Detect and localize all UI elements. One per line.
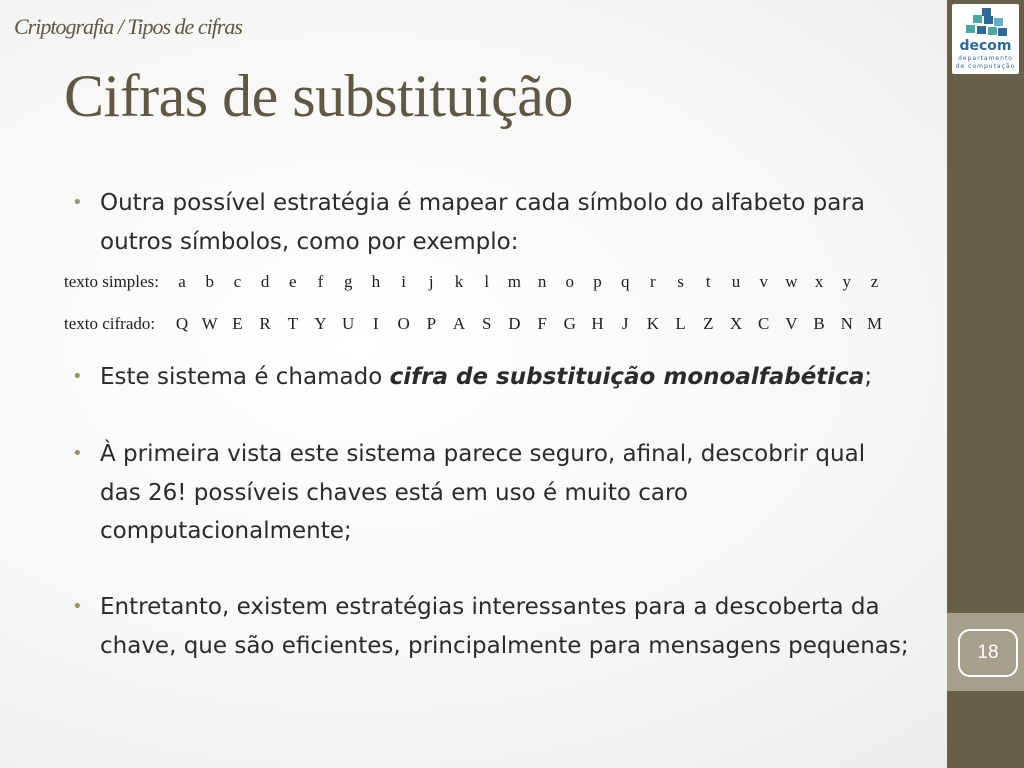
plain-letter: l xyxy=(484,272,490,291)
cipher-letter: I xyxy=(373,314,379,333)
breadcrumb: Criptografia / Tipos de cifras xyxy=(14,14,242,39)
plain-letter: e xyxy=(289,272,297,291)
cipher-letter: S xyxy=(481,314,492,333)
plain-letter: t xyxy=(705,272,711,291)
plain-letter: o xyxy=(565,272,575,291)
decom-logo xyxy=(952,4,1019,74)
logo-squares-icon xyxy=(964,8,1008,40)
bullet-dot: • xyxy=(72,443,83,464)
plain-letter: q xyxy=(620,272,630,291)
bullet-item xyxy=(72,588,912,665)
cipher-letter: H xyxy=(591,314,604,333)
bullet-emphasis: cifra de substituição monoalfabética xyxy=(389,364,865,390)
cipher-label: texto cifrado: xyxy=(64,314,156,333)
plain-label: texto simples: xyxy=(64,272,159,291)
bullet-text: Entretanto, existem estratégias interessantes para a descoberta da chave, que são eficientes, principalmente para mensagens pequenas; xyxy=(100,594,909,659)
bullet-text: À primeira vista este sistema parece seguro, afinal, descobrir qual das 26! possíveis chaves está em uso é muito caro computacionalmente; xyxy=(100,441,866,544)
bullet-item xyxy=(72,184,912,261)
page-number: 18 xyxy=(977,642,999,663)
logo-subtitle: de computação xyxy=(955,63,1016,70)
plain-letter: p xyxy=(593,272,602,291)
cipher-letter: W xyxy=(201,314,218,333)
plain-letter: y xyxy=(842,272,852,291)
bullet-text: Outra possível estratégia é mapear cada símbolo do alfabeto para outros símbolos, como por exemplo: xyxy=(100,190,865,255)
page-number-box xyxy=(947,613,1024,691)
bullet-text: Este sistema é chamado xyxy=(100,364,390,390)
plain-letter: z xyxy=(870,272,879,291)
cipher-letter: N xyxy=(840,314,853,333)
page-number-frame xyxy=(958,629,1018,677)
cipher-letter: Q xyxy=(175,314,189,333)
plain-letter: j xyxy=(428,272,434,291)
plain-letter: c xyxy=(233,272,242,291)
bullet-dot: • xyxy=(72,596,83,617)
cipher-letter: J xyxy=(621,314,629,333)
cipher-letter: U xyxy=(342,314,355,333)
plain-letter: m xyxy=(507,272,521,291)
cipher-letter: F xyxy=(537,314,547,333)
cipher-letter: G xyxy=(563,314,576,333)
plain-letter: d xyxy=(260,272,270,291)
plain-letter: u xyxy=(731,272,741,291)
plain-letter: a xyxy=(178,272,186,291)
cipher-letter: T xyxy=(287,314,298,333)
plain-letter: r xyxy=(650,272,656,291)
slide-title: Cifras de substituição xyxy=(64,63,573,129)
sidebar xyxy=(947,0,1024,768)
bullet-text: ; xyxy=(864,364,873,390)
cipher-letter: M xyxy=(866,314,883,333)
logo-word: decom xyxy=(959,38,1012,54)
bullet-dot: • xyxy=(72,366,83,387)
bullet-item xyxy=(72,358,912,397)
cipher-letter: O xyxy=(397,314,410,333)
plain-letter: g xyxy=(343,272,353,291)
plain-letter: i xyxy=(401,272,406,291)
cipher-letter: L xyxy=(675,314,686,333)
plain-letter: n xyxy=(537,272,547,291)
bullet-dot: • xyxy=(72,192,83,213)
cipher-letter: Y xyxy=(314,314,327,333)
plain-letter: v xyxy=(759,272,768,291)
plain-letter: k xyxy=(454,272,464,291)
cipher-letter: P xyxy=(426,314,437,333)
cipher-letter: Z xyxy=(703,314,714,333)
logo-subtitle: departamento xyxy=(958,55,1013,62)
plain-letter: s xyxy=(677,272,684,291)
cipher-letter: D xyxy=(508,314,521,333)
cipher-letter: B xyxy=(813,314,825,333)
plain-letter: w xyxy=(785,272,798,291)
plain-letter: h xyxy=(371,272,381,291)
bullet-item xyxy=(72,435,912,551)
plain-letter: f xyxy=(317,272,324,291)
cipher-letter: E xyxy=(232,314,243,333)
cipher-letter: K xyxy=(646,314,660,333)
cipher-letter: X xyxy=(729,314,743,333)
cipher-letter: A xyxy=(452,314,466,333)
plain-letter: x xyxy=(814,272,824,291)
cipher-letter: R xyxy=(259,314,271,333)
cipher-letter: C xyxy=(758,314,770,333)
plain-letter: b xyxy=(205,272,214,291)
cipher-letter: V xyxy=(785,314,798,333)
